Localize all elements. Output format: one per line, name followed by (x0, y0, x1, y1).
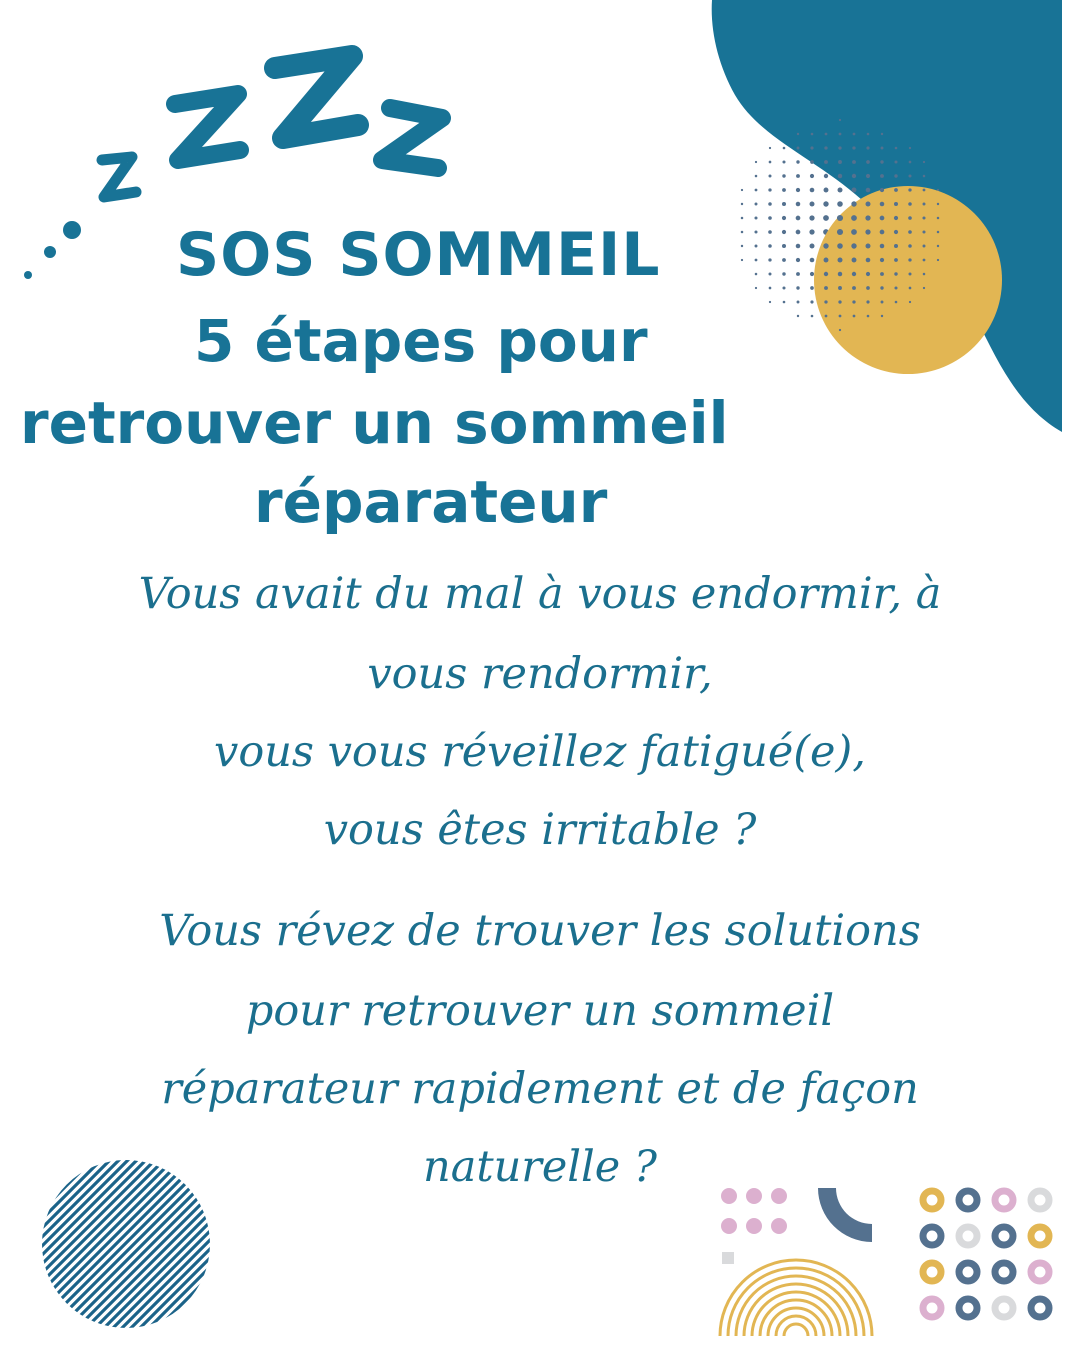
intro-line-1: Vous avait du mal à vous endormir, à (138, 569, 942, 619)
rainbow-arc (776, 1316, 816, 1336)
grid-ring (959, 1263, 977, 1281)
title-retrouver: retrouver un sommeil (20, 389, 729, 457)
pitch-line-1: Vous révez de trouver les solutions (159, 906, 921, 956)
striped-circle-shape (40, 1158, 212, 1330)
pitch-line-3: réparateur rapidement et de façon (161, 1064, 919, 1114)
title-reparateur: réparateur (254, 468, 608, 536)
grid-ring (923, 1299, 941, 1317)
grid-ring (1031, 1263, 1049, 1281)
intro-line-2: vous rendormir, (367, 649, 713, 699)
colored-dot-grid (914, 1184, 1064, 1334)
grid-ring (1031, 1227, 1049, 1245)
intro-line-4: vous êtes irritable ? (323, 805, 757, 855)
rainbow-arc-shape (712, 1180, 892, 1340)
grid-ring (959, 1299, 977, 1317)
grid-ring (959, 1191, 977, 1209)
title-5-etapes: 5 étapes pour (194, 307, 648, 375)
grid-ring (995, 1191, 1013, 1209)
grid-ring (959, 1227, 977, 1245)
grid-ring (923, 1227, 941, 1245)
grid-ring (923, 1263, 941, 1281)
pitch-line-2: pour retrouver un sommeil (245, 986, 835, 1036)
title-sos-sommeil: SOS SOMMEIL (176, 220, 661, 290)
grid-ring (923, 1191, 941, 1209)
stripe-line (211, 1158, 212, 1330)
rainbow-arc (760, 1300, 832, 1336)
grid-ring (995, 1227, 1013, 1245)
grid-ring (1031, 1191, 1049, 1209)
grid-ring (995, 1299, 1013, 1317)
intro-line-3: vous vous réveillez fatigué(e), (214, 727, 866, 777)
grid-ring (995, 1263, 1013, 1281)
stripe-line (40, 1158, 211, 1330)
grid-ring (1031, 1299, 1049, 1317)
pitch-line-4: naturelle ? (423, 1142, 657, 1192)
rainbow-arc (784, 1324, 808, 1336)
